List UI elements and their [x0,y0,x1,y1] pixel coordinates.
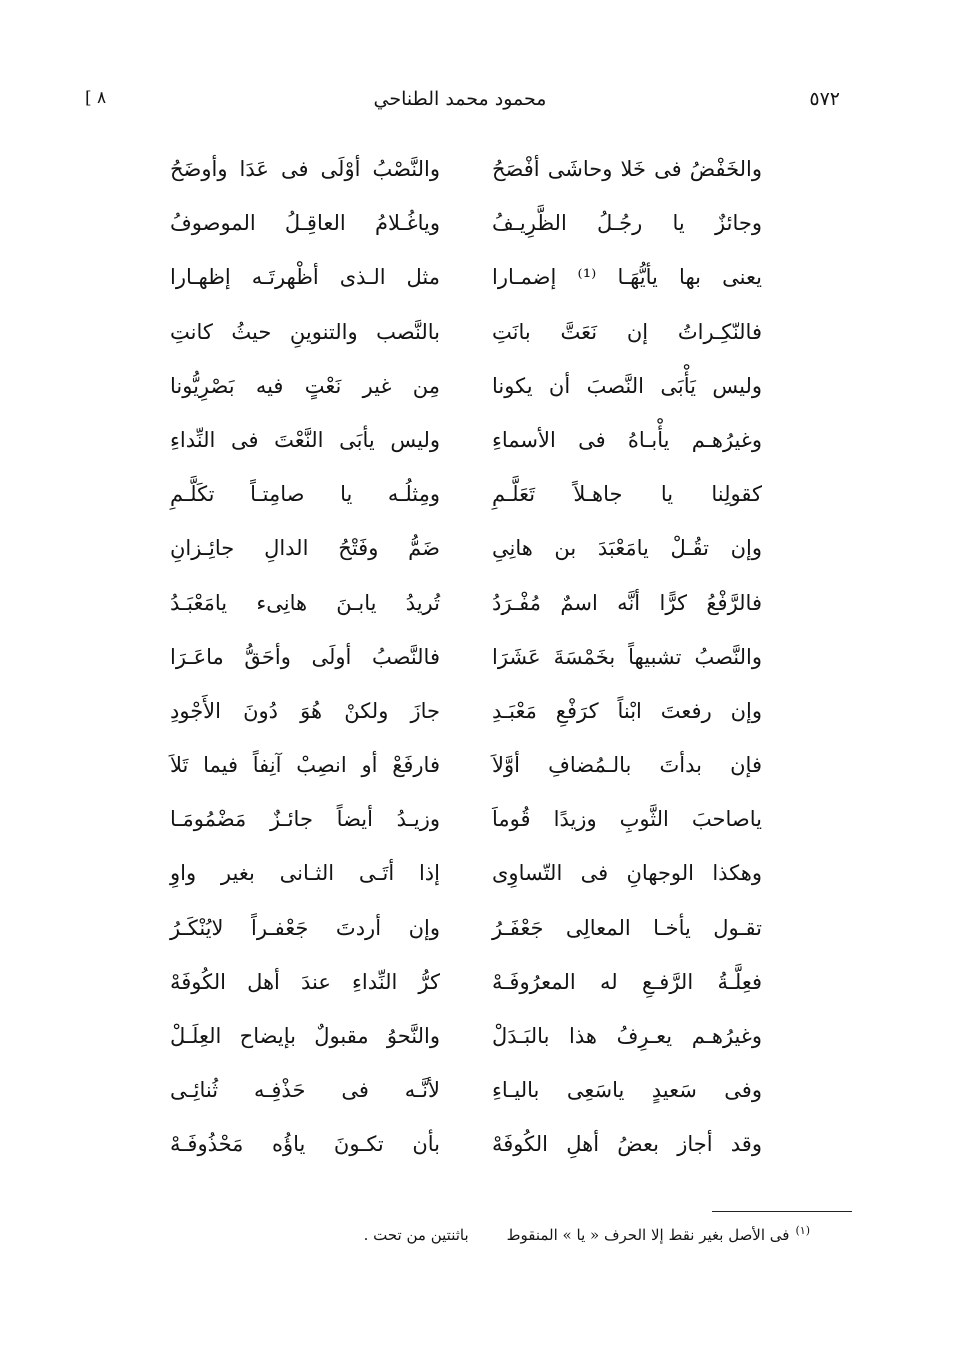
verse-second-hemistich: ضَمُّ وفَتْحُ الدالِ جائِـزانِ [170,536,440,561]
verse [170,204,762,258]
verse [170,529,762,583]
verse [170,313,762,367]
footnote [364,1224,810,1244]
verse-second-hemistich: تُريدُ يابـنَ هانِىء يامَعْبَـدُ [170,590,440,615]
footnote-text: فى الأصل بغير نقط إلا الحرف « يا » المنقوط [506,1226,790,1244]
verse [170,963,762,1017]
verse [170,638,762,692]
page-header [80,88,840,118]
verse [170,1071,762,1125]
verse [170,909,762,963]
verse-first-hemistich: وإن رفعتَ ابْناً كرَفْعِ مَعْبَـدِ [492,698,762,723]
poem [170,150,762,1180]
verse-second-hemistich: ومِثلُـه يا صامِتـاً تكَلَّـمِ [170,482,440,507]
verse [170,367,762,421]
verse-second-hemistich: بالنَّصب والتنوينِ حيثُ كانتِ [170,319,440,344]
verse-second-hemistich: وياغُـلامُ العاقِـلُ الموصوفُ [170,211,440,236]
verse [170,1125,762,1179]
footnote-divider [712,1211,852,1212]
verse-second-hemistich: جازَ ولكنْ هُوَ دُونَ الأَجْودِ [170,698,440,723]
verse [170,800,762,854]
page-number: ٥٧٢ [809,88,840,110]
verse-first-hemistich: وهكذا الوجهانِ فى التّساوِى [492,861,762,886]
verse-second-hemistich: إذا أتَـى الثـانى بغير واوِ [170,861,440,886]
verse-first-hemistich: ياصاحبَ الثَّوبِ وزيدًا قُوماَ [492,807,762,832]
running-title: محمود محمد الطناحي [373,88,547,110]
verse-second-hemistich: فالنَّصبُ أولَى وأحَقُّ ماعَـرَا [170,644,440,669]
verse [170,421,762,475]
footnote-marker: (١) [795,1224,810,1237]
verse-second-hemistich: وإن أردتَ جَعْفـراً لايُنْكَـرُ [170,915,440,940]
verse-first-hemistich: فالرَّفْعُ كرًّا أنَّه اسمٌ مُفْـرَدُ [492,590,762,615]
verse-second-hemistich: فارفَعْ أو انصِبْ آنِفاً فيما تَلاَ [170,753,440,778]
verse-first-hemistich: وغيرُهـم يأْبـاهُ فى الأسماءِ [492,427,762,452]
verse-first-hemistich: والخَفْضُ فى خَلا وحاشَى أفْصَحُ [492,157,762,181]
verse-first-hemistich: وإن تقُـلْ يامَعْبَدَ بن هانِىِ [492,536,762,561]
verse-first-hemistich: فالنّكِـراتُ إن نَعَتَّ بانَتِ [492,319,762,344]
verse [170,150,762,204]
verse-first-hemistich: وجائزٌ يا رجُـلُ الظَّرِيـفُ [492,211,762,236]
verse-second-hemistich: بأن تكـونَ ياؤُه مَحْذُوفَـهْ [170,1132,440,1157]
verse-second-hemistich: والنَّحوُ مقبولٌ بإيضاح العِلَـلْ [170,1024,440,1048]
verse-first-hemistich: وفى سَعيدٍ ياسَعِى باليـاءِ [492,1078,762,1103]
verse-second-hemistich: والنَّصْبُ أوْلَى فى عَدَا وأوضَحُ [170,157,440,181]
verse [170,258,762,312]
verse-first-hemistich: كقولِنا يا جاهـلاً تَعَلَّـمِ [492,482,762,507]
verse-second-hemistich: وزيـدُ أيضاً جائـزٌ مَضْمُومَـا [170,807,440,832]
verse [170,584,762,638]
verse-first-hemistich: فعِلَّـةُ الرَّفـعِ له المعرُوفَـهْ [492,969,762,994]
verse [170,854,762,908]
verse-second-hemistich: مثل الـذى أظْهرتَـه إظهـارا [170,265,440,290]
verse-first-hemistich: يعنى بها يأيُّهَـا ⁽¹⁾ إضمـارا [492,265,762,290]
verse [170,1017,762,1071]
verse-second-hemistich: كرُّ النِّداءِ عندَ أهل الكُوفَهْ [170,969,440,994]
footnote-text-end: باثنتين من تحت . [363,1226,469,1244]
verse-second-hemistich: مِن غير نَعْتٍ فيه بَصْرِيُّونا [170,373,440,398]
verse-first-hemistich: تقـول يأخـا المعالِى جَعْفَـرُ [492,915,762,940]
verse-first-hemistich: وقد أجاز بعضُ أهلِ الكُوفَهْ [492,1132,762,1157]
section-mark: [ ٨ [85,88,107,108]
verse [170,475,762,529]
verse-first-hemistich: فإن بدأتَ بالـمُضافِ أوَّلاَ [492,753,762,778]
verse-second-hemistich: لأنَّـه فى حَذْفِـه ثُنائِـى [170,1078,440,1103]
verse-first-hemistich: وليس يَأْبَى النَّصبَ أن يكونا [492,373,762,398]
verse-first-hemistich: وغيرُهـم يعـرِفُ هذا بالبَـدَلْ [492,1024,762,1048]
verse-second-hemistich: وليس يأبَى النَّعْتَ فى النِّداءِ [170,427,440,452]
verse-first-hemistich: والنَّصبُ تشبيهاً بخَمْسَةَ عَشَرَا [492,644,762,669]
verse [170,746,762,800]
verse [170,692,762,746]
